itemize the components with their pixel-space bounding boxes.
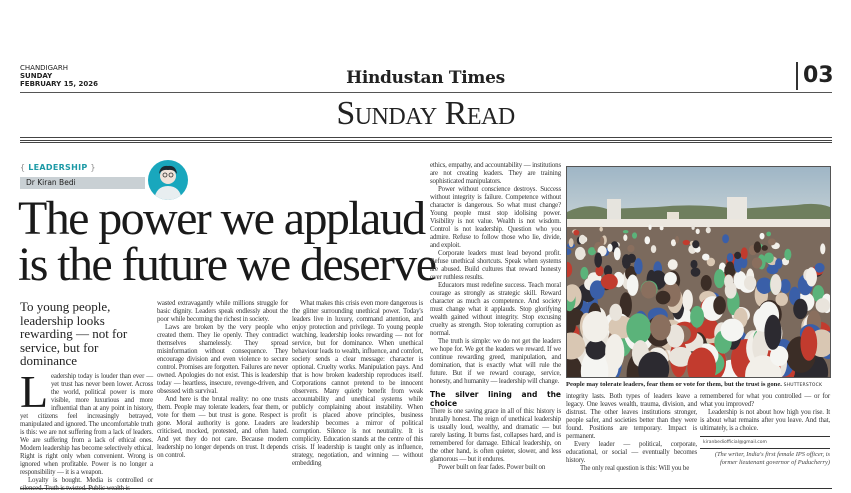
- crowd-figure: [820, 243, 825, 254]
- crowd-figure: [741, 247, 748, 259]
- crowd-figure: [648, 225, 651, 231]
- article-column-4: [430, 162, 561, 472]
- article-column-2: [157, 300, 288, 460]
- crowd-figure: [744, 276, 756, 290]
- left-column: [20, 300, 153, 493]
- crowd-figure: [599, 227, 603, 232]
- paragraph: The truth is simple: we do not get the leaders we hope for. We get the leaders we reward. If we continue rewarding greed, manipulation, and domination, that is exactly what will rule the future. But if we reward courage, service, honesty, and humanity — leadership will change.: [430, 338, 561, 385]
- crowd-figure: [691, 225, 694, 230]
- paragraph: The only real question is this: Will you be: [580, 465, 690, 472]
- crowd-figure: [815, 263, 825, 273]
- crowd-figure: [806, 267, 817, 286]
- paragraph: remembered for what you controlled — or for what you improved?: [700, 393, 830, 408]
- section-title: Sunday Read: [336, 95, 515, 132]
- article-column-1: [20, 365, 153, 493]
- crowd-figure: [780, 279, 791, 294]
- crowd-figure: [650, 314, 671, 340]
- crowd-figure: [623, 230, 629, 233]
- article-column-3: [292, 300, 423, 468]
- paragraph: Corporate leaders must lead beyond profit. Refuse unethical shortcuts. Speak when systems are abused. Build cultures that reward honesty over ruthless results.: [430, 250, 561, 281]
- divider: [20, 92, 832, 93]
- paragraph: Loyalty is bought. Media is controlled or silenced. Truth is twisted. Public wealth is: [20, 476, 153, 492]
- crowd-figure: [696, 229, 700, 234]
- crowd-figure: [724, 275, 733, 289]
- crowd-figure: [683, 240, 690, 245]
- photo-credit: SHUTTERSTOCK: [783, 383, 823, 388]
- crowd-figure: [800, 326, 817, 361]
- crowd-figure: [701, 275, 712, 291]
- headline-line: The power we applaud: [18, 192, 425, 245]
- caption-text: People may tolerate leaders, fear them or vote for them, but the trust is gone.: [566, 381, 782, 388]
- crowd-figure: [766, 232, 771, 237]
- crowd-figure: [627, 245, 634, 252]
- date: FEBRUARY 15, 2026: [20, 80, 99, 88]
- crowd-figure: [816, 298, 830, 313]
- paragraph: Laws are broken by the very people who created them. They lie openly. They contradict themselves shamelessly. They spread misinformation without consequence. They encourage division and even violence to secure control. Promises are forgotten. Failures are never owned. Apologies do not exist. This is leadership today — heartless, insecure, revenge-driven, and obsessed with survival.: [157, 324, 288, 395]
- tag-label: LEADERSHIP: [28, 163, 88, 172]
- crowd-figure: [764, 252, 774, 263]
- crowd-figure: [656, 291, 671, 305]
- crowd-figure: [775, 258, 782, 269]
- writer-note: (The writer, India's first female IPS officer, is former lieutenant governor of Puducherry): [714, 451, 830, 466]
- crowd-figure: [595, 266, 603, 276]
- bottom-rule: [20, 488, 832, 489]
- paragraph: Every leader — political, corporate, educational, or social — eventually becomes history.: [566, 441, 697, 464]
- byline: Dr Kiran Bedi: [20, 177, 145, 189]
- crowd-figure: [690, 306, 704, 328]
- crowd-figure: [641, 281, 657, 298]
- paragraph: Power built on fear fades. Power built on: [438, 464, 546, 471]
- crowd-figure: [651, 245, 656, 253]
- crowd-figure: [702, 254, 710, 261]
- paragraph: What makes this crisis even more dangerous is the glitter surrounding unethical power. Today's leaders live in luxury, command attention, and enjoy protection and privilege. To young people watching, leadership looks rewarding — not for service, but for dominance. When unethical behaviour leads to wealth, influence, and comfort, society sends a clear message: character is optional. Cruelty works. Manipulation pays. And that is how broken leadership reproduces itself. Corporations cannot pretend to be innocent observers. Many quietly benefit from weak accountability and unethical systems while publicly complaining about instability. When profit is placed above principles, business leadership becomes a mirror of political corruption. Silence is not neutrality. It is complicity. Education stands at the centre of this crisis. If leadership is taught only as influence, strategy, negotiation, and winning — without embedding: [292, 300, 423, 467]
- headline: [18, 192, 436, 291]
- subheading: The silver lining and the choice: [430, 390, 561, 408]
- author-email[interactable]: kiranbediofficial@gmail.com: [703, 440, 767, 445]
- city: CHANDIGARH: [20, 64, 68, 72]
- crowd-figure: [632, 232, 637, 238]
- article-column-5: [566, 393, 697, 473]
- crowd-figure: [660, 226, 664, 230]
- crowd-figure: [713, 296, 726, 315]
- crowd-figure: [573, 230, 579, 236]
- crowd-figure: [623, 234, 627, 241]
- crowd-figure: [793, 299, 807, 320]
- crowd-figure: [691, 260, 698, 269]
- crowd-figure: [727, 253, 734, 262]
- crowd-figure: [775, 293, 788, 306]
- category-tag: { LEADERSHIP }: [20, 163, 96, 172]
- crowd-figure: [682, 290, 693, 311]
- crowd-figure: [722, 234, 729, 243]
- day: SUNDAY: [20, 72, 53, 80]
- crowd-figure: [784, 249, 791, 261]
- crowd-figure: [691, 267, 701, 276]
- crowd-figure: [576, 251, 586, 258]
- drop-cap: L: [20, 365, 48, 417]
- triple-divider: [20, 137, 832, 143]
- crowd-figure: [607, 244, 612, 252]
- crowd-figure: [628, 254, 636, 263]
- crowd-figure: [770, 274, 781, 295]
- crowd-figure: [734, 252, 741, 259]
- crowd-figure: [580, 267, 588, 280]
- headline-line: is the future we deserve: [18, 238, 436, 291]
- crowd-figure: [605, 334, 624, 370]
- crowd-figure: [762, 245, 768, 251]
- standfirst: To young people, leadership looks rewarding — not for service, but for dominance: [20, 299, 128, 368]
- paragraph: Leadership is not about how high you rise. It is about what remains after you leave. And that, ultimately, is a choice.: [700, 409, 830, 432]
- crowd-figure: [760, 233, 765, 240]
- paragraph: There is one saving grace in all of this: history is brutally honest. The reign of unethical leadership is usually loud, wealthy, and dramatic — but rarely lasting. It burns fast, collapses hard, and is remembered for damage. Ethical leadership, on the other hand, is often quieter, slower, and less glamorous — but it endures.: [430, 408, 561, 463]
- crowd-figure: [634, 258, 643, 274]
- paragraph: Educators must redefine success. Teach moral courage as strongly as strategic skill. Reward character as much as competence. And society must change what it applauds. Stop glorifying wealth gained without integrity. Stop excusing cruelty as strength. Stop tolerating corruption as normal.: [430, 282, 561, 337]
- crowd-figure: [692, 240, 699, 248]
- crowd-figure: [582, 311, 609, 342]
- paragraph: Leadership today is louder than ever — yet trust has never been lower. Across the world, political power is more visible, more luxurious and more influential than at any point in history, yet citizens feel increasingly betrayed, manipulated and ignored. The uncomfortable truth is this: we are not suffering from a lack of leaders. We are suffering from a lack of ethical ones. Modern leadership has become selectively ethical. Right is right only when convenient. Wrong is ignored when profitable. Power is no longer a responsibility — it is a weapon.: [20, 365, 153, 476]
- crowd-figure: [754, 241, 761, 252]
- crowd-figure: [609, 304, 622, 321]
- crowd-figure: [675, 236, 679, 243]
- crowd-figure: [601, 274, 618, 290]
- crowd-figure: [764, 315, 781, 350]
- crowd-figure: [645, 236, 651, 244]
- crowd-figure: [664, 272, 677, 285]
- paragraph: And here is the brutal reality: no one trusts them. People may tolerate leaders, fear them, or vote for them — but trust is gone. Respect is gone. Moral authority is gone. Leaders are criticised, mocked, protested, and often hated. And yet they do not care. Because modern leadership no longer depends on trust. It depends on control.: [157, 396, 288, 459]
- crowd-figure: [626, 313, 651, 344]
- crowd-figure: [579, 235, 586, 244]
- crowd-figure: [726, 261, 734, 269]
- crowd-figure: [569, 238, 574, 247]
- crowd-figure: [668, 259, 678, 270]
- crowd-figure: [614, 247, 621, 260]
- newspaper-logo: Hindustan Times: [346, 68, 505, 88]
- paragraph: wasted extravagantly while millions struggle for basic dignity. Leaders speak endlessly about the poor while becoming the richest in society.: [157, 300, 288, 323]
- article-column-6: [700, 393, 830, 466]
- crowd-figure: [586, 339, 607, 359]
- page-number: 03: [796, 62, 834, 90]
- paragraph: ethics, empathy, and accountability — institutions are not creating leaders. They are training sophisticated manipulators.: [430, 162, 561, 185]
- crowd-figure: [721, 319, 744, 342]
- crowd-figure: [627, 275, 639, 296]
- crowd-figure: [706, 227, 711, 233]
- crowd-photo: [566, 166, 831, 378]
- crowd-figure: [752, 258, 763, 269]
- photo-caption: [566, 381, 832, 388]
- crowd-figure: [594, 252, 602, 267]
- paragraph: Power without conscience destroys. Success without integrity is failure. Competence without character is dangerous. So what must change? Young people must stop idolising power. Visibility is not value. Wealth is not wisdom. Control is not leadership. Question who you admire. Refuse to follow those who lie, divide, and exploit.: [430, 186, 561, 249]
- crowd-figure: [768, 238, 776, 245]
- crowd-figure: [714, 269, 725, 288]
- paragraph: integrity lasts. Both types of leaders leave a legacy. One leaves wealth, trauma, division, and distrust. The other leaves institutions stronger, people safer, and societies better than they were found. Positions are temporary. Impact is permanent.: [566, 393, 697, 440]
